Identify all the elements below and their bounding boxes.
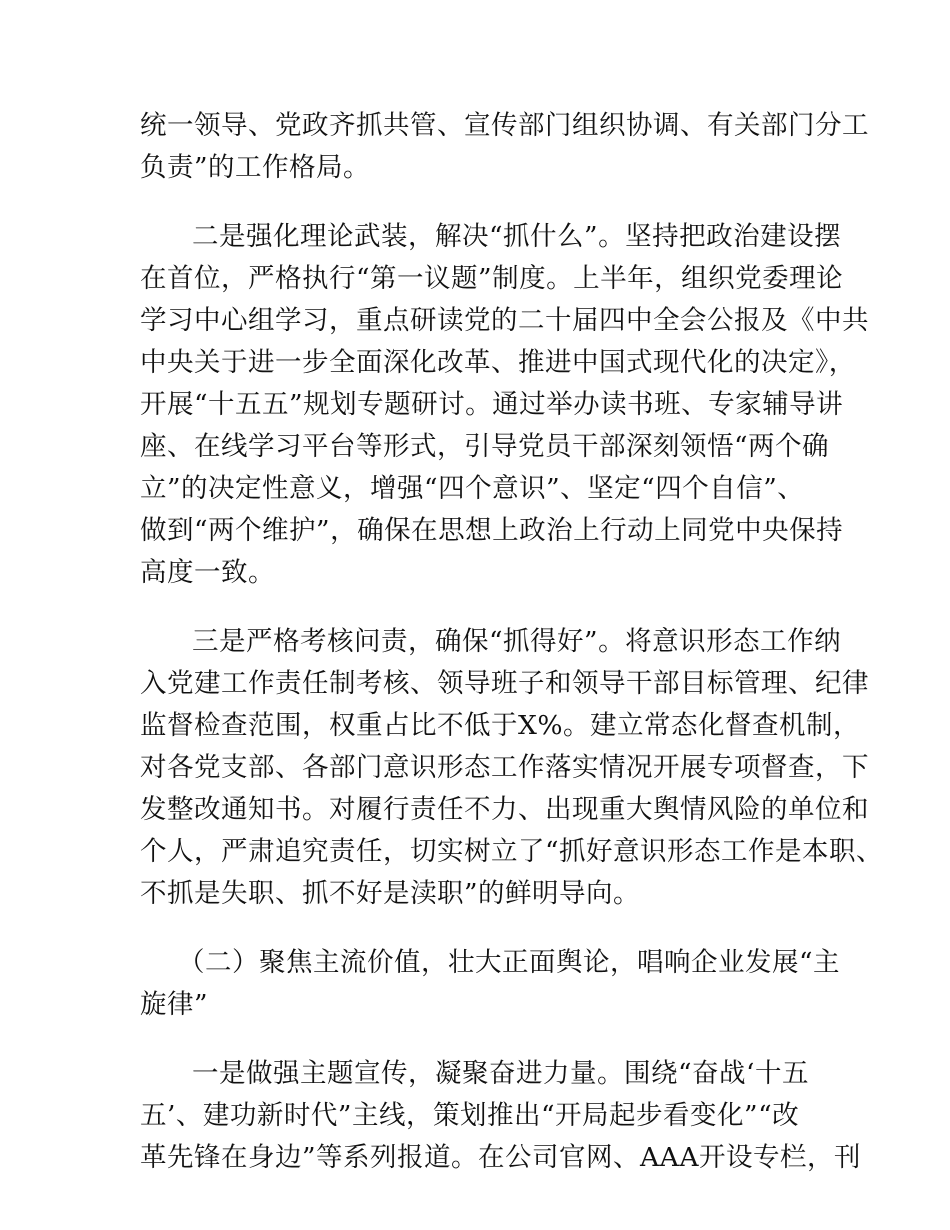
paragraph-start-line: 一是做强主题宣传，凝聚奋进力量。围绕“奋战‘十五	[192, 1058, 809, 1089]
text-line: 做到“两个维护”，确保在思想上政治上行动上同党中央保持	[140, 515, 844, 546]
text-line: 对各党支部、各部门意识形态工作落实情况开展专项督查，下	[140, 752, 869, 783]
paragraph-start-line: 二是强化理论武装，解决“抓什么”。坚持把政治建设摆	[192, 221, 842, 252]
text-line: 开展“十五五”规划专题研讨。通过举办读书班、专家辅导讲	[140, 389, 844, 420]
paragraph-start-line: 三是严格考核问责，确保“抓得好”。将意识形态工作纳	[192, 626, 842, 657]
text-line: 入党建工作责任制考核、领导班子和领导干部目标管理、纪律	[140, 668, 869, 699]
text-line: 个人，严肃追究责任，切实树立了“抓好意识形态工作是本职、	[140, 836, 884, 867]
text-line: 监督检查范围，权重占比不低于X%。建立常态化督查机制，	[140, 710, 861, 741]
section-heading: （二）聚焦主流价值，壮大正面舆论，唱响企业发展“主	[178, 947, 841, 978]
text-line: 不抓是失职、抓不好是渎职”的鲜明导向。	[140, 878, 641, 909]
text-line: 高度一致。	[140, 557, 275, 588]
text-line: 统一领导、党政齐抓共管、宣传部门组织协调、有关部门分工	[140, 110, 869, 141]
text-line: 立”的决定性意义，增强“四个意识”、坚定“四个自信”、	[140, 473, 805, 504]
text-line: 学习中心组学习，重点研读党的二十届四中全会公报及《中共	[140, 305, 869, 336]
text-line: 五’、建功新时代”主线，策划推出“开局起步看变化”“改	[140, 1100, 800, 1131]
text-line: 座、在线学习平台等形式，引导党员干部深刻领悟“两个确	[140, 431, 830, 462]
text-line: 发整改通知书。对履行责任不力、出现重大舆情风险的单位和	[140, 794, 869, 825]
text-line: 在首位，严格执行“第一议题”制度。上半年，组织党委理论	[140, 263, 844, 294]
text-line: 中央关于进一步全面深化改革、推进中国式现代化的决定》，	[140, 347, 856, 378]
text-line: 革先锋在身边”等系列报道。在公司官网、AAA开设专栏，刊	[140, 1142, 861, 1173]
text-line: 负责”的工作格局。	[140, 152, 371, 183]
section-heading-continued: 旋律”	[140, 989, 209, 1020]
